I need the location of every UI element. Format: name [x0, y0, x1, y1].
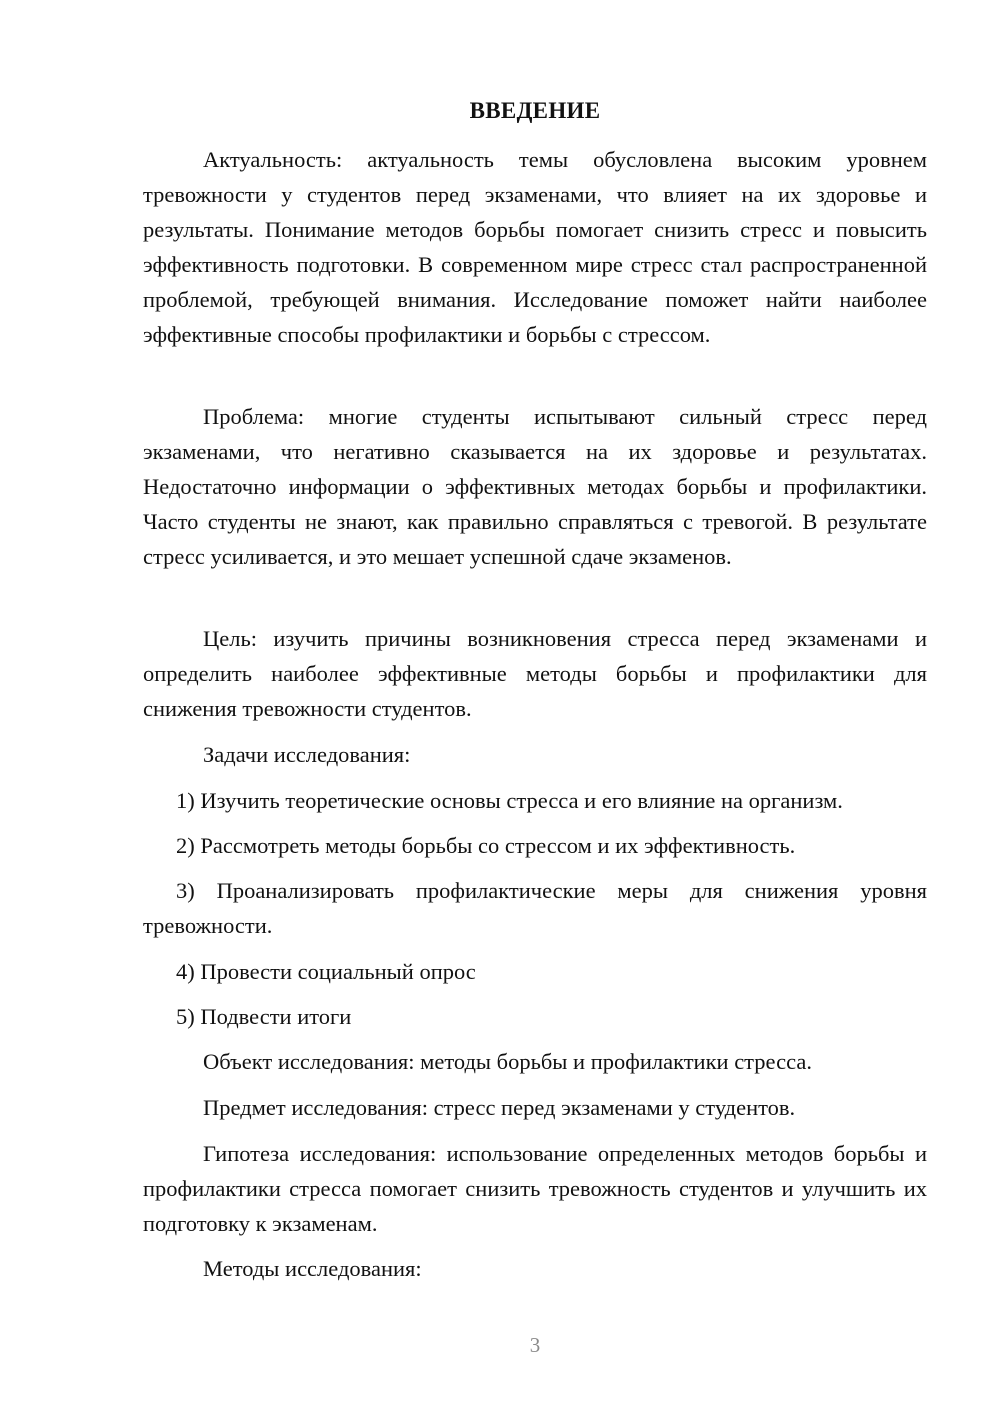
- subject-paragraph: [143, 1090, 927, 1125]
- hypothesis-paragraph: [143, 1136, 927, 1241]
- list-item: 3) Проанализировать профилактические меры для снижения уровня тревожности.: [143, 878, 927, 938]
- task-item: [143, 873, 927, 943]
- goal-paragraph: [143, 621, 927, 726]
- paragraph-text: Гипотеза исследования: использование определенных методов борьбы и профилактики стресса помогает снизить тревожность студентов и улучшить их подготовку к экзаменам.: [143, 1141, 927, 1236]
- task-item: [143, 828, 927, 863]
- task-item: [143, 999, 927, 1034]
- task-item: [143, 783, 927, 818]
- methods-heading: [143, 1251, 927, 1286]
- paragraph-text: Актуальность: актуальность темы обусловлена высоким уровнем тревожности у студентов перед экзаменами, что влияет на их здоровье и результаты. Понимание методов борьбы помогает снизить стресс и повысить эффективность подготовки. В современном мире стресс стал распространенной проблемой, требующей внимания. Исследование поможет найти наиболее эффективные способы профилактики и борьбы с стрессом.: [143, 147, 927, 347]
- tasks-heading: [143, 737, 927, 772]
- list-item: 2) Рассмотреть методы борьбы со стрессом и их эффективность.: [176, 833, 796, 858]
- list-item: 5) Подвести итоги: [176, 1004, 352, 1029]
- paragraph-text: Проблема: многие студенты испытывают сильный стресс перед экзаменами, что негативно сказывается на их здоровье и результатах. Недостаточно информации о эффективных методах борьбы и профилактики. Часто студенты не знают, как правильно справляться с тревогой. В результате стресс усиливается, и это мешает успешной сдаче экзаменов.: [143, 404, 927, 569]
- paragraph-text: Цель: изучить причины возникновения стресса перед экзаменами и определить наиболее эффективные методы борьбы и профилактики для снижения тревожности студентов.: [143, 626, 927, 721]
- page-title: ВВЕДЕНИЕ: [469, 98, 601, 123]
- paragraph-text: Объект исследования: методы борьбы и профилактики стресса.: [203, 1049, 812, 1074]
- object-paragraph: [143, 1044, 927, 1079]
- task-item: [143, 954, 927, 989]
- relevance-paragraph: [143, 142, 927, 352]
- page-number: 3: [529, 1333, 541, 1357]
- problem-paragraph: [143, 399, 927, 574]
- paragraph-text: Методы исследования:: [203, 1256, 422, 1281]
- paragraph-text: Предмет исследования: стресс перед экзаменами у студентов.: [203, 1095, 796, 1120]
- list-item: 4) Провести социальный опрос: [176, 959, 476, 984]
- paragraph-text: Задачи исследования:: [203, 742, 411, 767]
- list-item: 1) Изучить теоретические основы стресса и его влияние на организм.: [176, 788, 843, 813]
